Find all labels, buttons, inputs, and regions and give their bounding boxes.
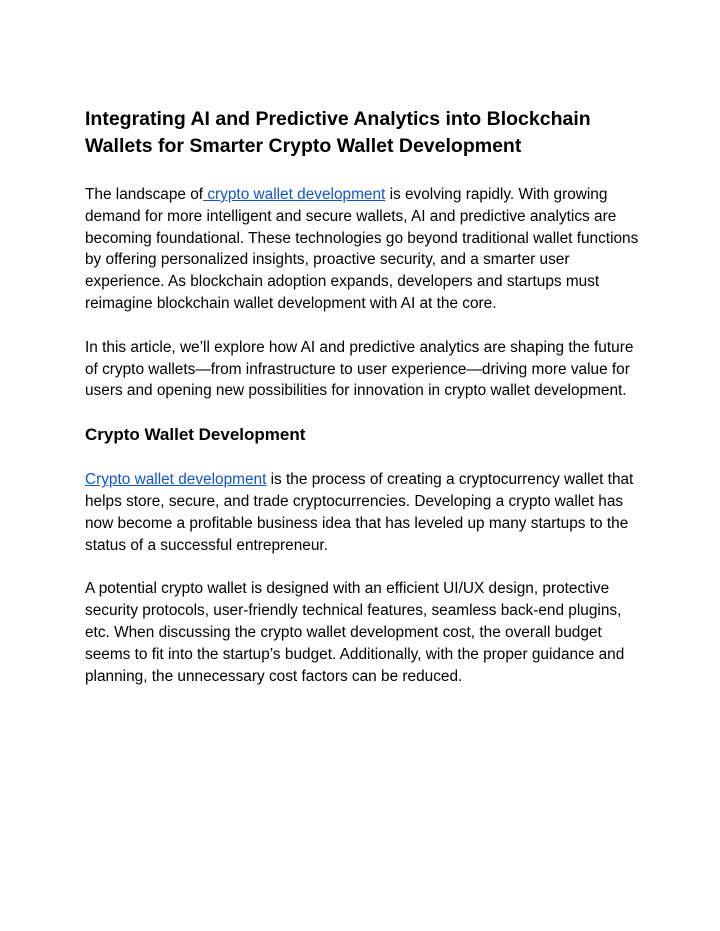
section-paragraph-1-text: is the process of creating a cryptocurrency wallet that helps store, secure, and trade cryptocurrencies. Developing a crypto wallet has now become a profitable business idea that has leveled up many startups to the status of a successful entrepreneur. bbox=[85, 471, 634, 554]
article-overview-paragraph: In this article, we’ll explore how AI and predictive analytics are shaping the future of crypto wallets—from infrastructure to user experience—driving more value for users and opening new possibilities for innovation in crypto wallet development. bbox=[85, 338, 634, 400]
intro-text-after-link: is evolving rapidly. With growing demand for more intelligent and secure wallets, AI and predictive analytics are becoming foundational. These technologies go beyond traditional wallet functions by offering personalized insights, proactive security, and a smarter user experience. As blockchain adoption expands, developers and startups must reimagine blockchain wallet development with AI at the core. bbox=[85, 186, 639, 312]
document-title: Integrating AI and Predictive Analytics into Blockchain Wallets for Smarter Crypto Wallet Development bbox=[85, 108, 591, 157]
section-paragraph-1 bbox=[85, 469, 645, 556]
intro-paragraph bbox=[85, 184, 645, 315]
intro-text-before-link: The landscape of bbox=[85, 186, 204, 203]
section-paragraph-2: A potential crypto wallet is designed with an efficient UI/UX design, protective security protocols, user-friendly technical features, seamless back-end plugins, etc. When discussing the crypto wallet development cost, the overall budget seems to fit into the startup’s budget. Additionally, with the proper guidance and planning, the unnecessary cost factors can be reduced. bbox=[85, 580, 625, 685]
crypto-wallet-development-link[interactable]: crypto wallet development bbox=[203, 186, 386, 203]
section-heading: Crypto Wallet Development bbox=[85, 425, 306, 445]
document-page bbox=[85, 106, 645, 687]
crypto-wallet-development-section-link[interactable]: Crypto wallet development bbox=[85, 471, 267, 489]
